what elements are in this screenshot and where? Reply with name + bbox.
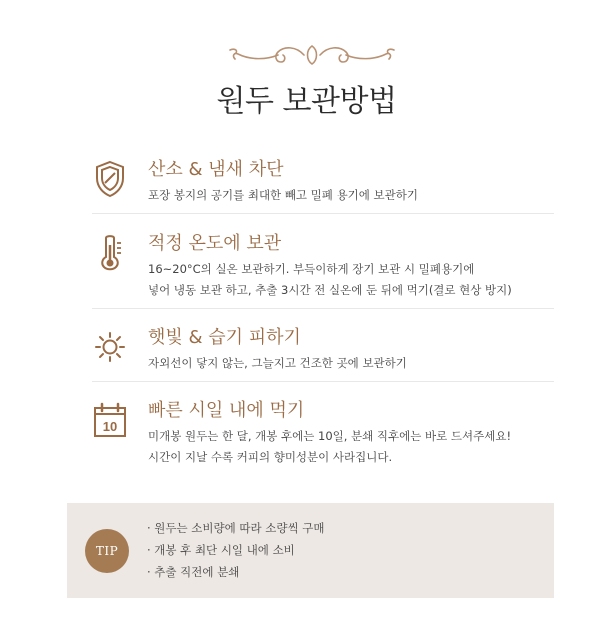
tip-item: · 원두는 소비량에 따라 소량씩 구매 — [147, 521, 325, 535]
description-line: 넣어 냉동 보관 하고, 추출 3시간 전 실온에 둔 뒤에 먹기(결로 현상 방지) — [148, 283, 512, 297]
tip-badge: TIP — [85, 529, 129, 573]
page-title: 원두 보관방법 — [216, 84, 397, 119]
tip-item: · 추출 직전에 분쇄 — [147, 565, 240, 579]
divider — [92, 308, 554, 309]
description-line: 시간이 지날 수록 커피의 향미성분이 사라집니다. — [148, 450, 393, 464]
divider — [92, 381, 554, 382]
section-heading: 햇빛 & 습기 피하기 — [148, 327, 301, 348]
section-heading: 적정 온도에 보관 — [148, 233, 282, 254]
sun-icon — [92, 327, 128, 367]
shield-icon — [92, 159, 128, 199]
section-description — [148, 426, 511, 468]
section-description — [148, 353, 407, 374]
title-ornament-icon — [226, 40, 398, 70]
calendar-day-number: 10 — [102, 419, 118, 434]
tip-list — [147, 517, 324, 583]
calendar-icon — [92, 400, 128, 440]
section-description — [148, 259, 512, 301]
description-line: 미개봉 원두는 한 달, 개봉 후에는 10일, 분쇄 직후에는 바로 드셔주세요! — [148, 429, 512, 443]
thermometer-icon — [92, 233, 128, 273]
description-line: 포장 봉지의 공기를 최대한 빼고 밀폐 용기에 보관하기 — [148, 188, 418, 202]
description-line: 자외선이 닿지 않는, 그늘지고 건조한 곳에 보관하기 — [148, 356, 407, 370]
tip-box — [67, 503, 554, 598]
tip-item: · 개봉 후 최단 시일 내에 소비 — [147, 543, 295, 557]
section-description — [148, 185, 418, 206]
section-heading: 산소 & 냄새 차단 — [148, 159, 284, 180]
divider — [92, 213, 554, 214]
description-line: 16~20°C의 실온 보관하기. 부득이하게 장기 보관 시 밀폐용기에 — [148, 262, 475, 276]
section-heading: 빠른 시일 내에 먹기 — [148, 400, 305, 421]
